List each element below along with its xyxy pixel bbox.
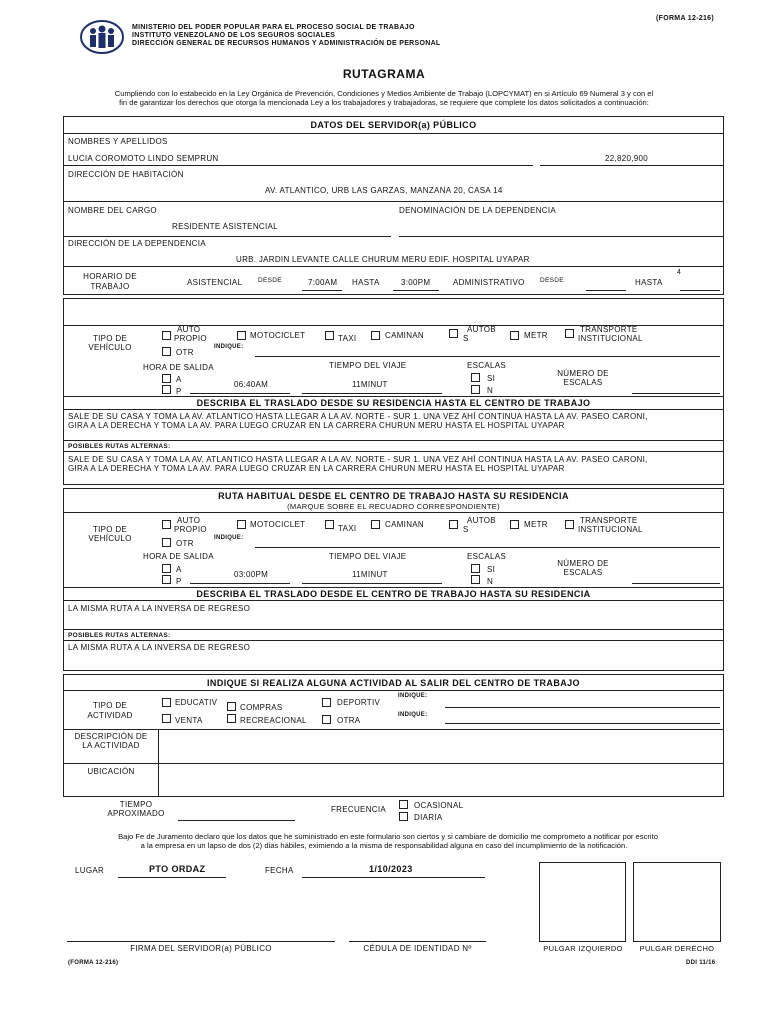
tiempo-aprox-label-2: APROXIMADO — [107, 809, 165, 818]
desde-value[interactable]: 7:00AM — [308, 278, 338, 287]
ubicacion-label: UBICACIÓN — [87, 767, 135, 776]
ida-pm-checkbox[interactable] — [162, 385, 171, 394]
compras-checkbox[interactable] — [227, 702, 236, 711]
ida-am-label: A — [176, 375, 182, 384]
form-code-top: (FORMA 12-216) — [656, 15, 715, 22]
vuelta-metro-checkbox[interactable] — [510, 520, 519, 529]
ida-am-checkbox[interactable] — [162, 374, 171, 383]
vuelta-moto-checkbox[interactable] — [237, 520, 246, 529]
vuelta-caminando-label: CAMINAN — [385, 520, 424, 529]
ida-pm-label: P — [176, 387, 182, 396]
ida-metro-label: METR — [524, 331, 548, 340]
ida-otro-label: OTR — [176, 348, 194, 357]
otra-checkbox[interactable] — [322, 715, 331, 724]
pulgar-izquierdo-label: PULGAR IZQUIERDO — [543, 944, 623, 953]
vuelta-otro-checkbox[interactable] — [162, 538, 171, 547]
address-label: DIRECCIÓN DE HABITACIÓN — [68, 170, 184, 179]
names-value[interactable]: LUCIA COROMOTO LINDO SEMPRUN — [68, 154, 219, 163]
tiempo-aprox-label-1: TIEMPO — [119, 800, 153, 809]
vuelta-transporte-label-1: TRANSPORTE — [580, 516, 638, 525]
ida-autobus-label-2: S — [463, 334, 469, 343]
vuelta-taxi-label: TAXI — [338, 524, 357, 533]
ida-num-escalas-2: ESCALAS — [563, 378, 603, 387]
vuelta-si-label: SI — [487, 565, 496, 574]
lugar-value[interactable]: PTO ORDAZ — [149, 864, 206, 874]
fecha-value[interactable]: 1/10/2023 — [369, 864, 413, 874]
horario-label-2: TRABAJO — [90, 282, 130, 291]
deportiva-checkbox[interactable] — [322, 698, 331, 707]
pulgar-derecho-box[interactable] — [633, 862, 721, 942]
ida-tipo-label-2: VEHÍCULO — [88, 343, 132, 352]
vuelta-describe-title: DESCRIBA EL TRASLADO DESDE EL CENTRO DE TRABAJO HASTA SU RESIDENCIA — [196, 589, 591, 599]
juramento-line-2: a la empresa en un lapso de dos (2) dias hábiles, eximiendo a la misma de responsabilidad alguna en caso del incumplimiento de la notificación. — [140, 841, 628, 850]
servidor-title: DATOS DEL SERVIDOR(a) PÚBLICO — [310, 120, 477, 130]
vuelta-auto-label-1: AUTO — [177, 516, 201, 525]
actividad-title: INDIQUE SI REALIZA ALGUNA ACTIVIDAD AL SALIR DEL CENTRO DE TRABAJO — [207, 678, 580, 688]
ida-taxi-checkbox[interactable] — [325, 331, 334, 340]
vuelta-autobus-label-1: AUTOB — [467, 516, 496, 525]
vuelta-moto-label: MOTOCICLET — [250, 520, 306, 529]
vuelta-subtitle: (MARQUE SOBRE EL RECUADRO CORRESPONDIENTE) — [287, 502, 500, 511]
page-title: RUTAGRAMA — [342, 67, 426, 81]
ida-tipo-label-1: TIPO DE — [92, 334, 128, 343]
ida-auto-label-1: AUTO — [177, 325, 201, 334]
deportiva-label: DEPORTIV — [337, 698, 381, 707]
ida-auto-label-2: PROPIO — [174, 334, 207, 343]
actividad-indique-1: INDIQUE: — [398, 693, 428, 699]
ida-autobus-checkbox[interactable] — [449, 329, 458, 338]
ddi-code: DDI 11/16 — [686, 960, 716, 966]
ida-taxi-label: TAXI — [338, 334, 357, 343]
vuelta-pm-checkbox[interactable] — [162, 575, 171, 584]
vuelta-tiempo-value[interactable]: 11MINUT — [352, 570, 388, 579]
ida-describe-line-1[interactable]: SALE DE SU CASA Y TOMA LA AV. ATLANTICO HASTA LLEGAR A LA AV. NORTE - SUR 1. UNA VEZ AHÍ CONTINUA HASTA LA AV. PASEO CARONI, — [68, 412, 648, 421]
desde-label: DESDE — [258, 277, 282, 284]
ida-tiempo-label: TIEMPO DEL VIAJE — [329, 361, 407, 370]
vuelta-hora-label: HORA DE SALIDA — [143, 552, 214, 561]
ida-transporte-label-1: TRANSPORTE — [580, 325, 638, 334]
vuelta-transporte-label-2: INSTITUCIONAL — [578, 525, 643, 534]
ida-indique-label: INDIQUE: — [214, 344, 244, 350]
vuelta-describe-line-1[interactable]: LA MISMA RUTA A LA INVERSA DE REGRESO — [68, 604, 251, 613]
ida-num-escalas-1: NÚMERO DE — [557, 369, 609, 378]
ventas-label: VENTA — [175, 716, 203, 725]
address-value[interactable]: AV. ATLANTICO, URB LAS GARZAS, MANZANA 20, CASA 14 — [265, 186, 503, 195]
ida-si-label: SI — [487, 374, 496, 383]
ida-describe-line-2[interactable]: GIRA A LA DERECHA Y TOMA LA AV. PARA LUEGO CRUZAR EN LA CARRERA CHURUN MERU HASTA EL HOSPITAL UYAPAR — [68, 421, 565, 430]
org-line-1: MINISTERIO DEL PODER POPULAR PARA EL PROCESO SOCIAL DE TRABAJO — [132, 24, 415, 31]
cedula-label: CÉDULA DE IDENTIDAD Nº — [363, 944, 472, 953]
actividad-tipo-label-1: TIPO DE — [92, 701, 128, 710]
adm-mark: 4 — [677, 269, 682, 276]
actividad-indique-2: INDIQUE: — [398, 712, 428, 718]
id-value[interactable]: 22,820,900 — [605, 154, 649, 163]
ocasional-checkbox[interactable] — [399, 800, 408, 809]
recreacional-checkbox[interactable] — [227, 714, 236, 723]
form-code-bottom: (FORMA 12-216) — [68, 960, 119, 966]
vuelta-indique-label: INDIQUE: — [214, 535, 244, 541]
ida-autobus-label-1: AUTOB — [467, 325, 496, 334]
lugar-label: LUGAR — [75, 866, 105, 875]
vuelta-alt-label: POSIBLES RUTAS ALTERNAS: — [68, 632, 171, 639]
desc-actividad-label-1: DESCRIPCIÓN DE — [74, 732, 148, 741]
compras-label: COMPRAS — [240, 703, 283, 712]
asistencial-label: ASISTENCIAL — [187, 278, 243, 287]
adm-desde-label: DESDE — [540, 277, 564, 284]
intro-line-2: fin de garantizar los derechos que otorga la mencionada Ley a los trabajadores y trabajadoras, se requiere que complete los datos solicitados a continuación: — [119, 98, 649, 107]
vuelta-escalas-label: ESCALAS — [467, 552, 507, 561]
horario-label-1: HORARIO DE — [83, 272, 137, 281]
firma-label: FIRMA DEL SERVIDOR(a) PÚBLICO — [130, 944, 272, 953]
vuelta-title: RUTA HABITUAL DESDE EL CENTRO DE TRABAJO HASTA SU RESIDENCIA — [218, 491, 569, 501]
vuelta-tipo-label-2: VEHÍCULO — [88, 534, 132, 543]
recreacional-label: RECREACIONAL — [240, 716, 307, 725]
ocasional-label: OCASIONAL — [414, 801, 464, 810]
ida-alt-label: POSIBLES RUTAS ALTERNAS: — [68, 443, 171, 450]
actividad-tipo-label-2: ACTIVIDAD — [87, 711, 133, 720]
ivss-logo — [80, 20, 124, 54]
diaria-checkbox[interactable] — [399, 812, 408, 821]
dep-address-label: DIRECCIÓN DE LA DEPENDENCIA — [68, 239, 206, 248]
administrativo-label: ADMINISTRATIVO — [453, 278, 525, 287]
ida-escalas-label: ESCALAS — [467, 361, 507, 370]
ida-no-label: N — [487, 386, 494, 395]
vuelta-am-label: A — [176, 565, 182, 574]
fecha-label: FECHA — [265, 866, 294, 875]
hasta-value[interactable]: 3:00PM — [401, 278, 431, 287]
pulgar-izquierdo-box[interactable] — [539, 862, 626, 942]
ida-moto-label: MOTOCICLET — [250, 331, 306, 340]
vuelta-tiempo-label: TIEMPO DEL VIAJE — [329, 552, 407, 561]
ida-moto-checkbox[interactable] — [237, 331, 246, 340]
ida-caminando-label: CAMINAN — [385, 331, 424, 340]
educativa-checkbox[interactable] — [162, 698, 171, 707]
pulgar-derecho-label: PULGAR DERECHO — [639, 944, 715, 953]
names-label: NOMBRES Y APELLIDOS — [68, 137, 168, 146]
people-logo-icon — [80, 20, 124, 54]
dependencia-label: DENOMINACIÓN DE LA DEPENDENCIA — [399, 206, 557, 215]
vuelta-alt-line-1[interactable]: LA MISMA RUTA A LA INVERSA DE REGRESO — [68, 643, 251, 652]
ida-metro-checkbox[interactable] — [510, 331, 519, 340]
vuelta-si-checkbox[interactable] — [471, 564, 480, 573]
vuelta-hora-value[interactable]: 03:00PM — [234, 570, 269, 579]
frecuencia-label: FRECUENCIA — [331, 805, 387, 814]
hasta-label: HASTA — [352, 278, 380, 287]
ida-auto-checkbox[interactable] — [162, 331, 171, 340]
ida-alt-line-1[interactable]: SALE DE SU CASA Y TOMA LA AV. ATLANTICO HASTA LLEGAR A LA AV. NORTE - SUR 1. UNA VEZ AHÍ CONTINUA HASTA LA AV. PASEO CARONI, — [68, 455, 648, 464]
vuelta-taxi-checkbox[interactable] — [325, 520, 334, 529]
vuelta-auto-label-2: PROPIO — [174, 525, 207, 534]
otra-label: OTRA — [337, 716, 361, 725]
cargo-value[interactable]: RESIDENTE ASISTENCIAL — [172, 222, 278, 231]
ida-alt-line-2[interactable]: GIRA A LA DERECHA Y TOMA LA AV. PARA LUEGO CRUZAR EN LA CARRERA CHURUN MERU HASTA EL HOSPITAL UYAPAR — [68, 464, 565, 473]
vuelta-autobus-label-2: S — [463, 525, 469, 534]
ida-describe-title: DESCRIBA EL TRASLADO DESDE SU RESIDENCIA HASTA EL CENTRO DE TRABAJO — [196, 398, 591, 408]
ida-si-checkbox[interactable] — [471, 373, 480, 382]
vuelta-tipo-label-1: TIPO DE — [92, 525, 128, 534]
ida-transporte-checkbox[interactable] — [565, 329, 574, 338]
ida-hora-value[interactable]: 06:40AM — [234, 380, 269, 389]
vuelta-pm-label: P — [176, 577, 182, 586]
org-line-2: INSTITUTO VENEZOLANO DE LOS SEGUROS SOCIALES — [132, 32, 336, 39]
ventas-checkbox[interactable] — [162, 714, 171, 723]
ida-no-checkbox[interactable] — [471, 385, 480, 394]
intro-line-1: Cumpliendo con lo estabecido en la Ley Orgánica de Prevención, Condiciones y Medios Ambiente de Trabajo (LOPCYMAT) en si Artículo 69 Numeral 3 y con el — [114, 89, 654, 98]
vuelta-metro-label: METR — [524, 520, 548, 529]
vuelta-no-checkbox[interactable] — [471, 575, 480, 584]
ida-caminando-checkbox[interactable] — [371, 331, 380, 340]
vuelta-am-checkbox[interactable] — [162, 564, 171, 573]
actividad-section — [63, 674, 724, 797]
ida-hora-label: HORA DE SALIDA — [143, 363, 214, 372]
vuelta-num-escalas-1: NÚMERO DE — [557, 559, 609, 568]
vuelta-transporte-checkbox[interactable] — [565, 520, 574, 529]
vuelta-auto-checkbox[interactable] — [162, 520, 171, 529]
juramento-line-1: Bajo Fe de Juramento declaro que los datos que he suministrado en este formulario son ciertos y si cambiare de domicilio me comprometo a notificar por escrito — [118, 832, 658, 841]
cargo-label: NOMBRE DEL CARGO — [68, 206, 157, 215]
ida-transporte-label-2: INSTITUCIONAL — [578, 334, 643, 343]
org-line-3: DIRECCIÓN GENERAL DE RECURSOS HUMANOS Y ADMINISTRACIÓN DE PERSONAL — [132, 40, 441, 47]
vuelta-caminando-checkbox[interactable] — [371, 520, 380, 529]
educativa-label: EDUCATIV — [175, 698, 218, 707]
vuelta-num-escalas-2: ESCALAS — [563, 568, 603, 577]
ida-otro-checkbox[interactable] — [162, 347, 171, 356]
desc-actividad-label-2: LA ACTIVIDAD — [82, 741, 140, 750]
adm-hasta-label: HASTA — [635, 278, 663, 287]
vuelta-autobus-checkbox[interactable] — [449, 520, 458, 529]
ida-tiempo-value[interactable]: 11MINUT — [352, 380, 388, 389]
dep-address-value[interactable]: URB. JARDIN LEVANTE CALLE CHURUM MERU EDIF. HOSPITAL UYAPAR — [236, 255, 530, 264]
diaria-label: DIARIA — [414, 813, 443, 822]
vuelta-no-label: N — [487, 577, 494, 586]
vuelta-otro-label: OTR — [176, 539, 194, 548]
